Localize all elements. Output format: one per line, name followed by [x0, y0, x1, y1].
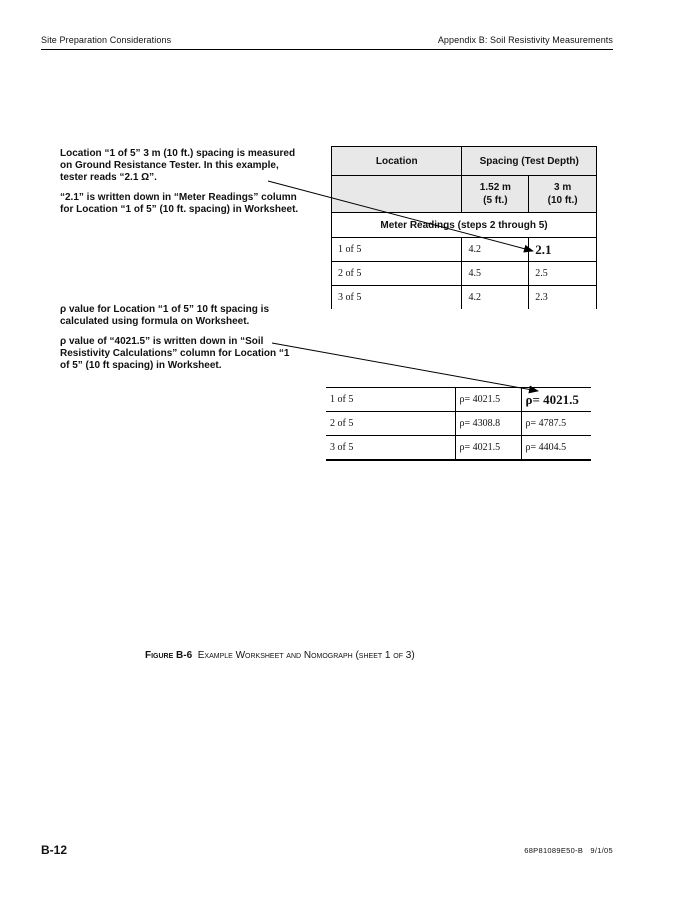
spacing-column-header: Spacing (Test Depth): [462, 147, 597, 176]
spacing-10ft-imperial: (10 ft.): [547, 195, 578, 206]
callout-meter-reading-p2: “2.1” is written down in “Meter Readings” column for Location “1 of 5” (10 ft. spacing) in Worksheet.: [60, 192, 299, 215]
location-cell: 2 of 5: [332, 262, 462, 286]
rho-5ft-cell: ρ= 4021.5: [455, 436, 521, 461]
location-cell: 3 of 5: [332, 286, 462, 310]
reading-10ft-cell: 2.1: [529, 238, 597, 262]
reading-10ft-cell: 2.5: [529, 262, 597, 286]
reading-5ft-cell: 4.5: [462, 262, 529, 286]
location-cell: 3 of 5: [326, 436, 455, 461]
running-header-right: Appendix B: Soil Resistivity Measurements: [437, 35, 613, 45]
reading-10ft-cell: 2.3: [529, 286, 597, 310]
spacing-5ft-metric: 1.52 m: [479, 182, 511, 193]
callout-meter-reading-p1: Location “1 of 5” 3 m (10 ft.) spacing is measured on Ground Resistance Tester. In this example, tester reads “2.1 Ω”.: [60, 148, 296, 183]
callout-rho-value-p1: ρ value for Location “1 of 5” 10 ft spacing is calculated using formula on Worksheet.: [60, 304, 270, 327]
document-date: 9/1/05: [590, 846, 613, 855]
callout-rho-value-p2: ρ value of “4021.5” is written down in “Soil Resistivity Calculations” column for Location “1 of 5” (10 ft spacing) in Worksheet.: [60, 336, 290, 371]
reading-5ft-cell: 4.2: [462, 238, 529, 262]
rho-10ft-cell: ρ= 4021.5: [521, 388, 591, 412]
meter-readings-section-header: Meter Readings (steps 2 through 5): [332, 213, 597, 238]
document-id: [524, 846, 613, 855]
rho-5ft-cell: ρ= 4021.5: [455, 388, 521, 412]
spacing-10ft-metric: 3 m: [554, 182, 572, 193]
rho-10ft-cell: ρ= 4787.5: [521, 412, 591, 436]
rho-10ft-cell: ρ= 4404.5: [521, 436, 591, 461]
reading-5ft-cell: 4.2: [462, 286, 529, 310]
arrow-to-rho-value: [272, 343, 538, 391]
spacing-5ft-imperial: (5 ft.): [483, 195, 508, 206]
rho-5ft-cell: ρ= 4308.8: [455, 412, 521, 436]
figure-caption: [145, 650, 415, 661]
document-number: 68P81089E50-B: [524, 846, 584, 855]
location-column-header: Location: [332, 147, 462, 176]
arrow-to-meter-reading: [268, 181, 533, 251]
location-cell: 1 of 5: [326, 388, 455, 412]
location-cell: 2 of 5: [326, 412, 455, 436]
figure-label: Figure B-6: [145, 650, 193, 661]
running-header-left: Site Preparation Considerations: [41, 35, 172, 45]
location-cell: 1 of 5: [332, 238, 462, 262]
figure-title: Example Worksheet and Nomograph (sheet 1 of 3): [197, 650, 415, 661]
page-number: B-12: [41, 843, 68, 857]
